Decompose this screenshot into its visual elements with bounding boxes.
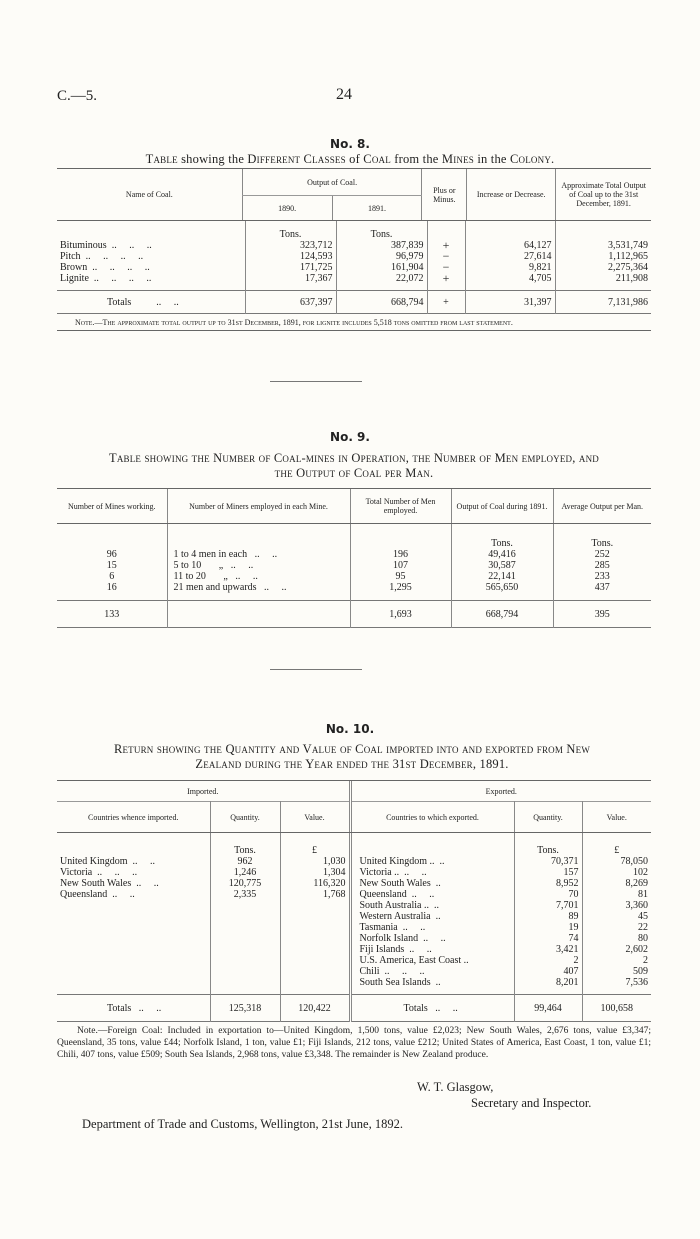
- export-country: Victoria ..: [359, 867, 400, 878]
- export-country-cell: [350, 856, 514, 867]
- plus-minus: −: [427, 251, 465, 262]
- coal-output: 49,416: [451, 549, 553, 560]
- leader-dots: .. ..: [435, 1002, 458, 1014]
- table-row: [57, 571, 651, 582]
- table8-coal-name-cell: [57, 240, 245, 251]
- average-output: 437: [553, 582, 651, 593]
- leader-dots: .. ..: [404, 867, 427, 878]
- output-1890: 124,593: [245, 251, 336, 262]
- export-quantity: 8,201: [514, 977, 582, 988]
- mines-working: 6: [109, 571, 115, 582]
- export-country-cell: [350, 900, 514, 911]
- export-quantity: 407: [514, 966, 582, 977]
- table10-imported: Imported.: [187, 786, 219, 796]
- table10-totals-row: [57, 995, 651, 1022]
- coal-name: Lignite: [60, 273, 89, 284]
- page-header-ref: C.—5.: [57, 88, 98, 104]
- export-country-cell: [350, 922, 514, 933]
- export-quantity: 8,952: [514, 878, 582, 889]
- table-row: [57, 966, 651, 977]
- table9-total-mines: 133: [104, 608, 120, 620]
- leader-dots: ..: [435, 911, 441, 922]
- plus-minus: +: [427, 240, 465, 251]
- table9: [57, 488, 651, 628]
- table8-unit-1890: Tons.: [245, 221, 336, 240]
- export-quantity: 3,421: [514, 944, 582, 955]
- table-row: [57, 911, 651, 922]
- import-value: 1,304: [280, 867, 350, 878]
- export-quantity: 7,701: [514, 900, 582, 911]
- table9-title: Table showing the Number of Coal-mines in Operation, the Number of Men employed, and the Output of Coal per Man.: [108, 451, 599, 480]
- export-value: 81: [582, 889, 651, 900]
- import-quantity: 962: [210, 856, 280, 867]
- approx-total: 2,275,364: [555, 262, 651, 273]
- table9-total-avg: 395: [553, 601, 651, 628]
- table-row: [57, 856, 651, 867]
- leader-dots: .. ..: [112, 889, 135, 900]
- table9-col-output: Output of Coal during 1891.: [451, 489, 553, 523]
- table-row: [57, 878, 651, 889]
- leader-dots: ..: [439, 856, 445, 867]
- output-1890: 171,725: [245, 262, 336, 273]
- import-quantity: 2,335: [210, 889, 280, 900]
- table-row: [57, 273, 651, 284]
- export-country: Queensland: [359, 889, 407, 900]
- leader-dots: .. ..: [235, 571, 258, 582]
- table8-coal-name-cell: [57, 251, 245, 262]
- leader-dots: .. ..: [132, 856, 155, 867]
- signature-name: W. T. Glasgow,: [417, 1080, 494, 1094]
- import-country-cell: [57, 878, 210, 889]
- table9-totals-row: [57, 601, 651, 628]
- leader-dots: .. ..: [136, 878, 159, 889]
- output-1891: 161,904: [336, 262, 427, 273]
- table10: [57, 780, 651, 1022]
- table9-col-avg: Average Output per Man.: [553, 489, 651, 523]
- average-output: 233: [553, 571, 651, 582]
- increase-decrease: 64,127: [465, 240, 555, 251]
- table-row: [57, 933, 651, 944]
- table8-total-pm: +: [427, 291, 465, 314]
- export-country-cell: [350, 933, 514, 944]
- section-divider: [270, 669, 362, 670]
- leader-dots: .. ..: [423, 933, 446, 944]
- export-country: South Sea Islands: [359, 977, 431, 988]
- import-quantity: 1,246: [210, 867, 280, 878]
- table8-total-inc: 31,397: [465, 291, 555, 314]
- men-employed: 107: [350, 560, 451, 571]
- miners-range-cell: [167, 582, 350, 593]
- table9-col-men: Total Number of Men employed.: [350, 489, 451, 523]
- table-row: [57, 955, 651, 966]
- approx-total: 3,531,749: [555, 240, 651, 251]
- table8-totals-row: [57, 291, 651, 314]
- leader-dots: .. ..: [254, 549, 278, 560]
- export-country: Fiji Islands: [359, 944, 405, 955]
- export-quantity: 2: [514, 955, 582, 966]
- export-value: 45: [582, 911, 651, 922]
- export-value: 78,050: [582, 856, 651, 867]
- leader-dots: .. .. .. ..: [93, 273, 152, 284]
- table-row: [57, 240, 651, 251]
- table10-col-val-imp: Value.: [280, 802, 350, 833]
- export-country: Chili: [359, 966, 380, 977]
- export-quantity: 70,371: [514, 856, 582, 867]
- table9-col-mines: Number of Mines working.: [67, 501, 156, 511]
- mines-working: 96: [106, 549, 117, 560]
- table8-col-plus: Plus or Minus.: [422, 169, 467, 220]
- import-country: New South Wales: [60, 878, 132, 889]
- table8-number: No. 8.: [330, 137, 370, 151]
- leader-dots: .. .. .. ..: [92, 262, 150, 273]
- export-country-cell: [350, 878, 514, 889]
- export-quantity: 70: [514, 889, 582, 900]
- table-row: [57, 977, 651, 988]
- table-row: [57, 867, 651, 878]
- table9-col-miners: Number of Miners employed in each Mine.: [167, 489, 350, 523]
- table8-unit-1891: Tons.: [336, 221, 427, 240]
- table-row: [57, 582, 651, 593]
- table-row: [57, 549, 651, 560]
- export-quantity: 19: [514, 922, 582, 933]
- table10-note: Note.—Foreign Coal: Included in exportation to—United Kingdom, 1,500 tons, value £2,023; New South Wales, 2,676 tons, value £3,347; Queensland, 35 tons, value £44; Norfolk Island, 1 ton, value £1; Fiji Islands, 212 tons, value £212; United States of America, East Coast, 1 ton, value £1; Chili, 407 tons, value £509; South Sea Islands, 2,968 tons, value £3,348. The remainder is New Zealand produce.: [57, 1026, 651, 1060]
- import-country-cell: [57, 889, 210, 900]
- table8-col-name: Name of Coal.: [125, 190, 173, 199]
- table10-col-whence: Countries whence imported.: [88, 812, 179, 822]
- miners-range-cell: [167, 571, 350, 582]
- increase-decrease: 9,821: [465, 262, 555, 273]
- miners-range: 1 to 4 men in each: [173, 549, 248, 560]
- table8-col-output: Output of Coal.: [242, 169, 422, 196]
- table10-col-val-exp: Value.: [582, 802, 651, 833]
- table9-number: No. 9.: [330, 430, 370, 444]
- table8-col-inc: Increase or Decrease.: [467, 169, 556, 220]
- leader-dots: .. ..: [156, 296, 179, 308]
- miners-range: 5 to 10 „: [173, 560, 224, 571]
- import-value: 1,030: [280, 856, 350, 867]
- leader-dots: ..: [433, 900, 439, 911]
- leader-dots: .. .. ..: [384, 966, 425, 977]
- miners-range-cell: [167, 560, 350, 571]
- table9-unit-output: Tons.: [451, 524, 553, 549]
- coal-name: Pitch: [60, 251, 81, 262]
- table-row: [57, 262, 651, 273]
- table8-note: Note.—The approximate total output up to 31st December, 1891, for lignite includes 5,518 tons omitted from last statement.: [75, 318, 513, 327]
- leader-dots: .. ..: [264, 582, 287, 593]
- leader-dots: .. ..: [402, 922, 426, 933]
- table8-title: Table showing the Different Classes of Coal from the Mines in the Colony.: [145, 152, 555, 166]
- table8-coal-name-cell: [57, 273, 245, 284]
- mines-working: 15: [106, 560, 117, 571]
- leader-dots: .. .. ..: [97, 867, 138, 878]
- coal-output: 22,141: [451, 571, 553, 582]
- output-1890: 17,367: [245, 273, 336, 284]
- coal-name: Brown: [60, 262, 88, 273]
- miners-range: 11 to 20 „: [173, 571, 228, 582]
- export-country-cell: [350, 955, 514, 966]
- table-row: [57, 944, 651, 955]
- table-row: [57, 251, 651, 262]
- export-country: New South Wales: [359, 878, 431, 889]
- coal-output: 565,650: [451, 582, 553, 593]
- table10-exported: Exported.: [350, 781, 651, 802]
- table9-total-output: 668,794: [451, 601, 553, 628]
- export-value: 8,269: [582, 878, 651, 889]
- import-country: United Kingdom: [60, 856, 128, 867]
- table10-number: No. 10.: [325, 722, 375, 736]
- table10-unit-pound-exp: £: [582, 833, 651, 856]
- signature-title: Secretary and Inspector.: [471, 1096, 592, 1110]
- table-row: [57, 922, 651, 933]
- miners-range-cell: [167, 549, 350, 560]
- plus-minus: +: [427, 273, 465, 284]
- export-value: 7,536: [582, 977, 651, 988]
- export-country: Western Australia: [359, 911, 431, 922]
- leader-dots: .. .. .. ..: [85, 251, 144, 262]
- table10-unit-tons-exp: Tons.: [514, 833, 582, 856]
- table8-total-1890: 637,397: [245, 291, 336, 314]
- men-employed: 95: [350, 571, 451, 582]
- export-country-cell: [350, 944, 514, 955]
- table9-unit-avg: Tons.: [553, 524, 651, 549]
- table8-col-1891: 1891.: [332, 196, 422, 221]
- output-1891: 22,072: [336, 273, 427, 284]
- section-divider: [270, 381, 362, 382]
- export-country: U.S. America, East Coast ..: [359, 955, 469, 966]
- table8-coal-name-cell: [57, 262, 245, 273]
- export-country: Norfolk Island: [359, 933, 419, 944]
- output-1890: 323,712: [245, 240, 336, 251]
- leader-dots: .. ..: [230, 560, 254, 571]
- miners-range: 21 men and upwards: [173, 582, 257, 593]
- table8-col-1890: 1890.: [242, 196, 332, 221]
- export-quantity: 89: [514, 911, 582, 922]
- leader-dots: .. ..: [138, 1002, 162, 1014]
- table8-total-approx: 7,131,986: [555, 291, 651, 314]
- import-quantity: 120,775: [210, 878, 280, 889]
- import-country: Queensland: [60, 889, 108, 900]
- export-value: 2,602: [582, 944, 651, 955]
- export-country-cell: [350, 889, 514, 900]
- table-row: [57, 560, 651, 571]
- export-value: 22: [582, 922, 651, 933]
- leader-dots: ..: [435, 977, 441, 988]
- leader-dots: .. .. ..: [111, 240, 152, 251]
- import-value: 116,320: [280, 878, 350, 889]
- increase-decrease: 4,705: [465, 273, 555, 284]
- export-country: South Australia ..: [359, 900, 429, 911]
- table10-export-total-val: 100,658: [582, 995, 651, 1022]
- table10-import-totals-label: Totals: [107, 1002, 132, 1014]
- table10-unit-tons-imp: Tons.: [210, 833, 280, 856]
- table8-total-1891: 668,794: [336, 291, 427, 314]
- export-country-cell: [350, 867, 514, 878]
- table10-import-total-val: 120,422: [280, 995, 350, 1022]
- average-output: 285: [553, 560, 651, 571]
- men-employed: 1,295: [350, 582, 451, 593]
- mines-working: 16: [106, 582, 117, 593]
- increase-decrease: 27,614: [465, 251, 555, 262]
- export-value: 509: [582, 966, 651, 977]
- table9-total-men: 1,693: [350, 601, 451, 628]
- page-number: 24: [336, 86, 352, 103]
- export-country: United Kingdom ..: [359, 856, 435, 867]
- export-country-cell: [350, 977, 514, 988]
- export-value: 102: [582, 867, 651, 878]
- leader-dots: ..: [435, 878, 441, 889]
- table8-col-approx: Approximate Total Output of Coal up to the 31st December, 1891.: [556, 169, 651, 220]
- export-value: 3,360: [582, 900, 651, 911]
- coal-name: Bituminous: [60, 240, 107, 251]
- table10-col-to: Countries to which exported.: [350, 802, 514, 833]
- table10-unit-pound-imp: £: [280, 833, 350, 856]
- table-row: [57, 889, 651, 900]
- leader-dots: .. ..: [411, 889, 435, 900]
- department-line: Department of Trade and Customs, Wellington, 21st June, 1892.: [82, 1117, 403, 1131]
- export-value: 2: [582, 955, 651, 966]
- output-1891: 96,979: [336, 251, 427, 262]
- import-country-cell: [57, 867, 210, 878]
- approx-total: 1,112,965: [555, 251, 651, 262]
- export-quantity: 157: [514, 867, 582, 878]
- export-country: Tasmania: [359, 922, 398, 933]
- import-value: 1,768: [280, 889, 350, 900]
- table10-col-qty-imp: Quantity.: [210, 802, 280, 833]
- table-row: [57, 900, 651, 911]
- approx-total: 211,908: [555, 273, 651, 284]
- table10-export-totals-label: Totals: [403, 1002, 428, 1014]
- table8: [57, 168, 651, 331]
- export-value: 80: [582, 933, 651, 944]
- table8-totals-label: Totals: [107, 296, 132, 308]
- coal-output: 30,587: [451, 560, 553, 571]
- export-country-cell: [350, 911, 514, 922]
- output-1891: 387,839: [336, 240, 427, 251]
- import-country: Victoria: [60, 867, 93, 878]
- men-employed: 196: [350, 549, 451, 560]
- import-country-cell: [57, 856, 210, 867]
- table10-title: Return showing the Quantity and Value of Coal imported into and exported from New Zealand during the Year ended the 31st December, 1891.: [113, 742, 591, 771]
- table10-export-total-qty: 99,464: [514, 995, 582, 1022]
- table10-col-qty-exp: Quantity.: [514, 802, 582, 833]
- plus-minus: −: [427, 262, 465, 273]
- leader-dots: .. ..: [409, 944, 432, 955]
- average-output: 252: [553, 549, 651, 560]
- export-country-cell: [350, 966, 514, 977]
- export-quantity: 74: [514, 933, 582, 944]
- table10-import-total-qty: 125,318: [210, 995, 280, 1022]
